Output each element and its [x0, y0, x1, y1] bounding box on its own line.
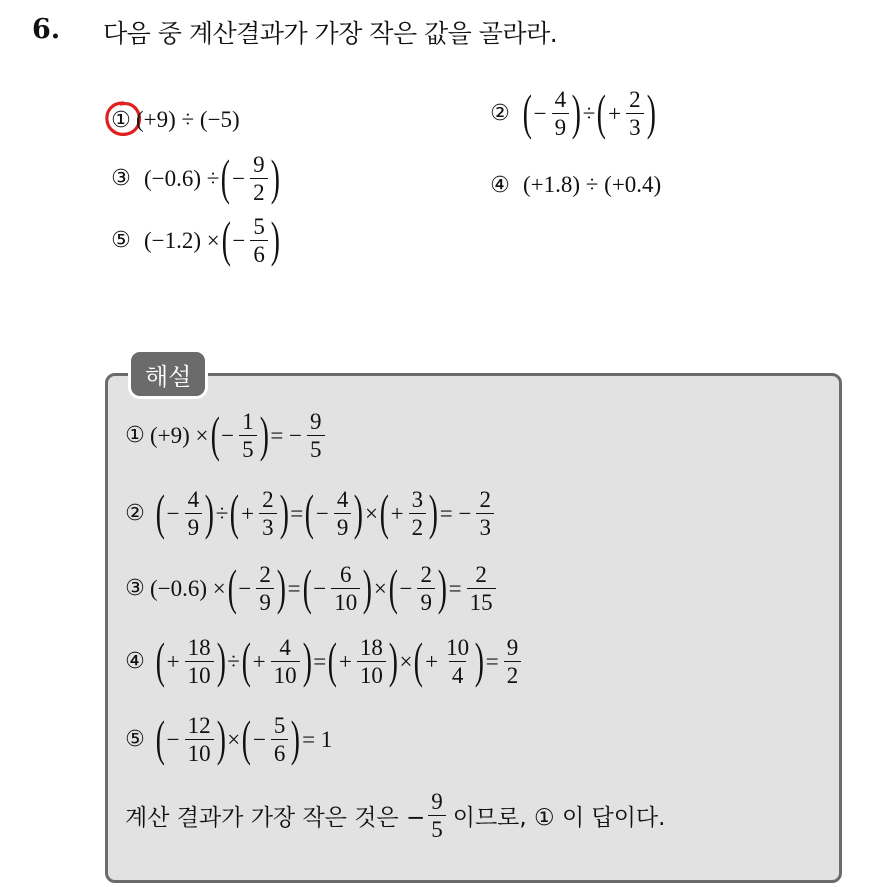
fraction [307, 410, 325, 461]
numerator: 9 [253, 152, 265, 177]
times-sign: × [365, 500, 378, 526]
paren-close: ) [270, 148, 280, 205]
fraction [552, 88, 570, 139]
denominator: 10 [271, 661, 300, 687]
fraction [185, 636, 214, 687]
paren-close: ) [302, 631, 312, 688]
numerator: 12 [187, 713, 211, 738]
expression-part: (−0.6) × [150, 575, 226, 601]
numerator: 5 [253, 214, 265, 239]
minus-sign: − [313, 575, 327, 601]
plus-sign: + [608, 100, 622, 126]
paren-open: ( [597, 83, 607, 140]
conclusion-prefix: 계산 결과가 가장 작은 것은 − [125, 805, 426, 831]
times-sign: × [227, 726, 241, 752]
conclusion-suffix: 이므로, ① 이 답이다. [452, 805, 666, 831]
equals-sign: = [290, 500, 304, 526]
paren-close: ) [437, 558, 447, 615]
fraction [626, 88, 644, 139]
times-sign: × [399, 648, 413, 674]
result: = 1 [302, 726, 333, 752]
choice-4-expression: (+1.8) ÷ (+0.4) [523, 172, 662, 197]
paren-open: ( [327, 631, 338, 688]
choice-3-mark: ③ [111, 166, 131, 191]
equals-sign: = [287, 575, 301, 601]
plus-sign: + [241, 500, 255, 526]
divide-sign: ÷ [215, 500, 229, 526]
fraction [185, 714, 214, 765]
numerator: 9 [506, 635, 519, 660]
solution-line-3 [122, 558, 499, 615]
denominator: 9 [552, 113, 570, 139]
plus-sign: + [252, 648, 266, 674]
plus-sign: + [166, 648, 180, 674]
fraction [467, 563, 496, 614]
equals-sign: = [485, 648, 499, 674]
fraction [357, 636, 386, 687]
numerator: 18 [187, 635, 211, 660]
numerator: 4 [336, 487, 349, 512]
solution-line-4-mark: ④ [125, 649, 145, 674]
fraction [250, 153, 268, 204]
paren-open: ( [221, 148, 231, 205]
numerator: 4 [187, 487, 200, 512]
paren-close: ) [354, 483, 364, 540]
fraction [409, 488, 427, 539]
paren-open: ( [388, 558, 398, 615]
choice-5[interactable] [108, 210, 280, 267]
expression-part: (+9) × [150, 422, 209, 448]
equals-sign: = [313, 648, 327, 674]
solution-line-2-mark: ② [125, 501, 145, 526]
choice-1-mark: ① [111, 107, 131, 133]
numerator: 10 [446, 635, 470, 660]
paren-close: ) [291, 709, 301, 766]
paren-open: ( [241, 631, 251, 688]
choice-1[interactable] [108, 107, 242, 133]
denominator: 3 [259, 513, 277, 539]
solution-tag: 해설 [128, 349, 208, 399]
plus-sign: + [425, 648, 439, 674]
minus-sign: − [399, 575, 413, 601]
denominator: 9 [256, 588, 274, 614]
fraction [271, 636, 300, 687]
denominator: 5 [428, 815, 446, 841]
paren-open: ( [230, 483, 240, 540]
fraction [331, 563, 360, 614]
denominator: 10 [331, 588, 360, 614]
paren-open: ( [242, 709, 252, 766]
denominator: 9 [185, 513, 203, 539]
paren-close: ) [216, 631, 226, 688]
choice-4-mark: ④ [490, 172, 510, 198]
minus-sign: − [315, 500, 329, 526]
fraction [250, 215, 268, 266]
numerator: 18 [359, 635, 383, 660]
choice-2-mark: ② [490, 101, 510, 126]
operator: ÷ [582, 100, 596, 126]
numerator: 2 [629, 87, 641, 112]
paren-open: ( [155, 631, 165, 688]
fraction [271, 714, 289, 765]
numerator: 1 [242, 409, 254, 434]
denominator: 5 [307, 435, 325, 461]
paren-open: ( [414, 631, 424, 688]
numerator: 2 [262, 487, 274, 512]
fraction [476, 488, 494, 539]
paren-close: ) [362, 558, 373, 615]
equals-sign: = − [439, 500, 472, 526]
fraction [185, 488, 203, 539]
paren-close: ) [571, 83, 582, 140]
fraction [428, 790, 446, 841]
solution-line-5-mark: ⑤ [125, 727, 145, 752]
paren-close: ) [216, 709, 226, 766]
numerator: 9 [310, 409, 322, 434]
denominator: 2 [250, 178, 268, 204]
solution-line-1 [122, 405, 328, 462]
times-sign: × [373, 575, 387, 601]
numerator: 2 [420, 562, 432, 587]
paren-close: ) [428, 483, 439, 540]
solution-conclusion [125, 790, 665, 841]
denominator: 2 [504, 661, 522, 687]
denominator: 6 [271, 739, 289, 765]
paren-open: ( [210, 405, 220, 462]
choice-3-expression: (−0.6) ÷ [144, 165, 220, 191]
numerator: 2 [259, 562, 271, 587]
denominator: 6 [250, 240, 268, 266]
minus-sign: − [166, 500, 180, 526]
minus-sign: − [232, 227, 246, 253]
paren-close: ) [259, 405, 269, 462]
paren-open: ( [227, 558, 237, 615]
paren-open: ( [221, 210, 231, 267]
numerator: 5 [273, 713, 286, 738]
denominator: 3 [626, 113, 644, 139]
denominator: 2 [409, 513, 427, 539]
denominator: 15 [467, 588, 496, 614]
numerator: 4 [554, 87, 567, 112]
denominator: 9 [417, 588, 435, 614]
solution-line-3-mark: ③ [125, 576, 145, 601]
paren-open: ( [522, 83, 532, 140]
denominator: 10 [185, 739, 214, 765]
fraction [504, 636, 522, 687]
paren-close: ) [279, 483, 289, 540]
fraction [417, 563, 435, 614]
denominator: 9 [334, 513, 352, 539]
paren-close: ) [646, 83, 656, 140]
denominator: 3 [476, 513, 494, 539]
paren-close: ) [204, 483, 215, 540]
equals-sign: = [448, 575, 462, 601]
fraction [443, 636, 472, 687]
fraction [334, 488, 352, 539]
equals-sign: = − [270, 422, 303, 448]
minus-sign: − [221, 422, 235, 448]
minus-sign: − [252, 726, 266, 752]
divide-sign: ÷ [227, 648, 240, 674]
choice-5-mark: ⑤ [111, 228, 131, 253]
numerator: 2 [479, 487, 491, 512]
question-number: 6. [32, 14, 61, 45]
minus-sign: − [238, 575, 252, 601]
minus-sign: − [533, 100, 547, 126]
denominator: 5 [239, 435, 257, 461]
solution-line-5 [122, 709, 334, 766]
paren-close: ) [276, 558, 286, 615]
question-text: 다음 중 계산결과가 가장 작은 값을 골라라. [103, 19, 558, 48]
fraction [259, 488, 277, 539]
paren-close: ) [388, 631, 398, 688]
paren-close: ) [270, 210, 280, 267]
solution-line-4 [122, 631, 524, 688]
fraction [256, 563, 274, 614]
choice-4[interactable] [487, 172, 663, 198]
numerator: 4 [279, 635, 291, 660]
solution-line-1-mark: ① [125, 423, 145, 448]
denominator: 10 [185, 661, 214, 687]
numerator: 9 [431, 789, 443, 814]
choice-2[interactable] [487, 83, 656, 140]
minus-sign: − [232, 165, 246, 191]
choice-1-expression: (+9) ÷ (−5) [136, 107, 240, 132]
numerator: 3 [411, 487, 424, 512]
choice-3[interactable] [108, 148, 280, 205]
plus-sign: + [390, 500, 404, 526]
minus-sign: − [166, 726, 180, 752]
paren-open: ( [155, 483, 165, 540]
paren-open: ( [302, 558, 312, 615]
denominator: 4 [449, 661, 467, 687]
paren-open: ( [379, 483, 389, 540]
solution-line-2 [122, 483, 497, 540]
paren-open: ( [304, 483, 315, 540]
fraction [239, 410, 257, 461]
paren-open: ( [155, 709, 165, 766]
numerator: 6 [339, 562, 352, 587]
plus-sign: + [338, 648, 352, 674]
denominator: 10 [357, 661, 386, 687]
numerator: 2 [475, 562, 487, 587]
paren-close: ) [474, 631, 485, 688]
choice-5-expression: (−1.2) × [144, 227, 220, 253]
